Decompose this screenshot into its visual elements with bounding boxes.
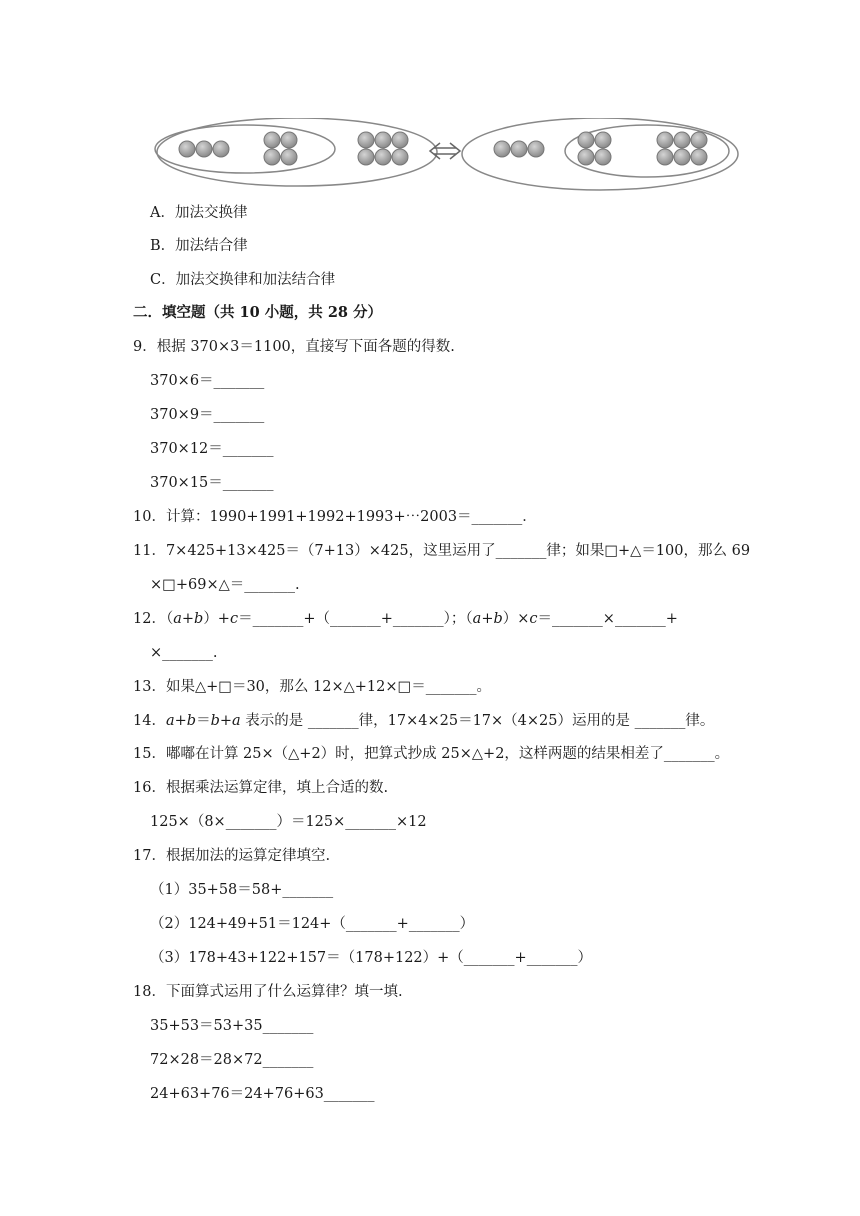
q17-line-1: （1）35+58＝58+_______ xyxy=(150,882,334,898)
var-a: a xyxy=(472,611,482,627)
var-c: c xyxy=(529,611,538,627)
var-a: a xyxy=(232,713,241,729)
left-four-balls xyxy=(264,132,297,165)
option-a: A．加法交换律 xyxy=(150,205,248,221)
q17-line-3: （3）178+43+122+157＝（178+122）+（_______+_______） xyxy=(150,950,592,966)
q15: 15．嘟嘟在计算 25×（△+2）时，把算式抄成 25×△+2，这样两题的结果相差了_______。 xyxy=(133,746,730,762)
q16-stem: 16．根据乘法运算定律，填上合适的数. xyxy=(133,780,389,796)
q9-line-4: 370×15＝_______ xyxy=(150,475,274,491)
grouping-figure xyxy=(150,118,745,198)
q14-text: + xyxy=(174,713,187,729)
right-six-balls xyxy=(657,132,707,165)
var-b: b xyxy=(186,713,197,729)
q9-stem: 9．根据 370×3＝1100，直接写下面各题的得数. xyxy=(133,339,455,355)
q9-line-2: 370×9＝_______ xyxy=(150,407,265,423)
q13: 13．如果△+□＝30，那么 12×△+12×□＝_______。 xyxy=(133,679,491,695)
q12-text: + xyxy=(481,611,494,627)
q14-num: 14． xyxy=(133,713,166,729)
option-b: B．加法结合律 xyxy=(150,238,248,254)
q12-text: ＝_______+（_______+_______）；（ xyxy=(238,611,473,627)
q14 xyxy=(133,711,714,731)
var-a: a xyxy=(165,713,175,729)
q11-line-1: 11．7×425+13×425＝（7+13）×425，这里运用了_______律；如果□+△＝100，那么 69 xyxy=(133,543,751,559)
q12-line-2: ×_______. xyxy=(150,645,218,661)
q12-text: ）+ xyxy=(203,611,230,627)
section-title: 二．填空题（共 10 小题，共 28 分） xyxy=(133,304,383,321)
q12-line-1 xyxy=(133,609,678,629)
q17-line-2: （2）124+49+51＝124+（_______+_______） xyxy=(150,916,475,932)
right-four-balls xyxy=(578,132,611,165)
q10: 10．计算：1990+1991+1992+1993+⋯2003＝_______． xyxy=(133,509,537,525)
var-b: b xyxy=(194,611,204,627)
var-c: c xyxy=(229,611,239,627)
var-a: a xyxy=(173,611,182,627)
option-c: C．加法交换律和加法结合律 xyxy=(150,272,336,288)
var-b: b xyxy=(210,713,220,729)
q11-line-2: ×□+69×△＝_______. xyxy=(150,577,300,593)
right-three-balls xyxy=(494,141,544,157)
left-three-balls xyxy=(179,141,229,157)
q18-stem: 18．下面算式运用了什么运算律？填一填. xyxy=(133,984,403,1000)
var-b: b xyxy=(493,611,503,627)
q12-text: ＝_______×_______+ xyxy=(537,611,678,627)
q9-line-1: 370×6＝_______ xyxy=(150,373,265,389)
q17-stem: 17．根据加法的运算定律填空. xyxy=(133,848,331,864)
q14-text: 表示的是 _______律，17×4×25＝17×（4×25）运用的是 _______律。 xyxy=(240,713,715,729)
q12-num: 12． xyxy=(133,611,166,627)
q14-text: + xyxy=(219,713,233,729)
q9-line-3: 370×12＝_______ xyxy=(150,441,274,457)
q18-line-1: 35+53＝53+35_______ xyxy=(150,1018,314,1034)
left-six-balls xyxy=(358,132,408,165)
q12-text: ）× xyxy=(502,611,530,627)
q12-text: （ xyxy=(165,611,174,627)
q18-line-3: 24+63+76＝24+76+63_______ xyxy=(150,1086,375,1102)
q18-line-2: 72×28＝28×72_______ xyxy=(150,1052,314,1068)
q14-text: ＝ xyxy=(196,713,211,729)
q12-text: + xyxy=(181,611,195,627)
q16-line: 125×（8×_______）＝125×_______×12 xyxy=(150,814,427,830)
